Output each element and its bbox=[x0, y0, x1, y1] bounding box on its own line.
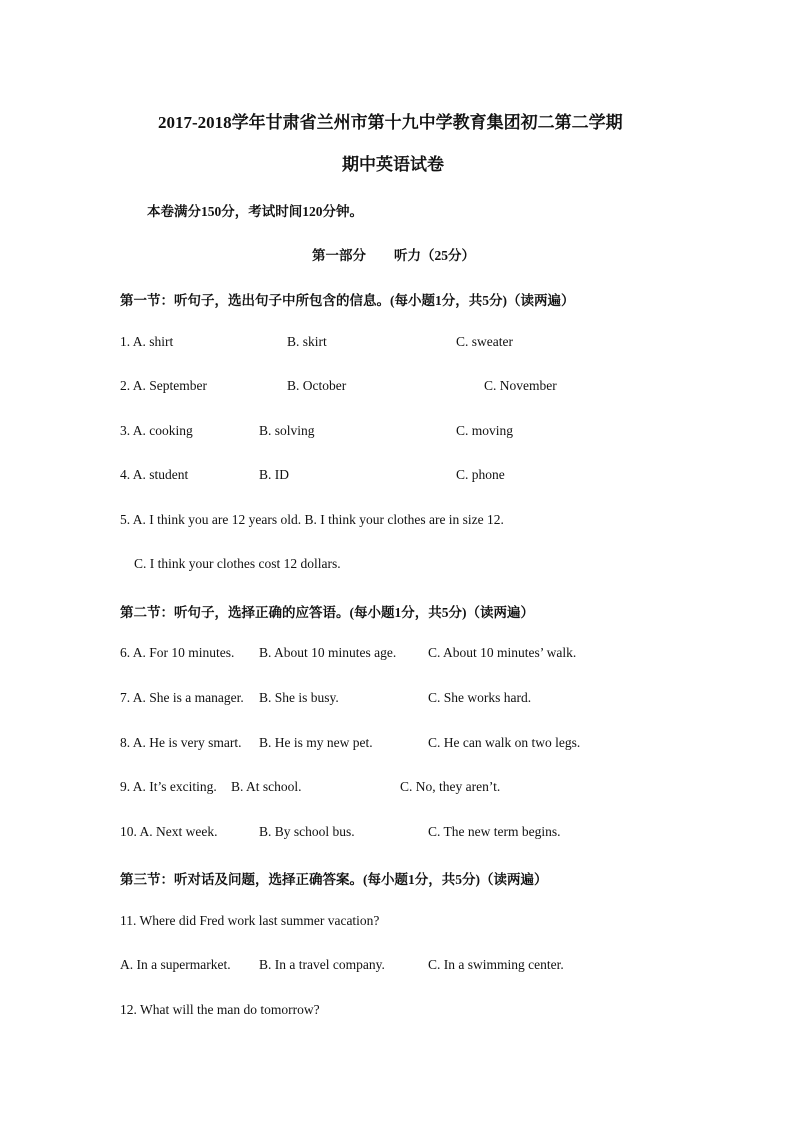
exam-title-line2: 期中英语试卷 bbox=[342, 155, 444, 174]
q4-option-b: B. ID bbox=[259, 467, 289, 482]
q6-option-c: C. About 10 minutes’ walk. bbox=[428, 645, 577, 660]
q1-option-c: C. sweater bbox=[456, 334, 513, 349]
q11-option-c: C. In a swimming center. bbox=[428, 957, 564, 972]
q9-option-b: B. At school. bbox=[231, 779, 302, 794]
q11-option-b: B. In a travel company. bbox=[259, 957, 385, 972]
q11-stem: 11. Where did Fred work last summer vacation? bbox=[120, 913, 380, 928]
q5-option-c: C. I think your clothes cost 12 dollars. bbox=[134, 556, 341, 571]
exam-intro: 本卷满分150分，考试时间120分钟。 bbox=[147, 204, 363, 219]
q10-option-b: B. By school bus. bbox=[259, 824, 355, 839]
q3-option-c: C. moving bbox=[456, 423, 514, 438]
q10-option-c: C. The new term begins. bbox=[428, 824, 561, 839]
q2-option-a: 2. A. September bbox=[120, 378, 207, 393]
exam-title-line1: 2017-2018学年甘肃省兰州市第十九中学教育集团初二第二学期 bbox=[158, 113, 623, 132]
q8-option-a: 8. A. He is very smart. bbox=[120, 735, 242, 750]
q2-option-b: B. October bbox=[287, 378, 347, 393]
q11-option-a: A. In a supermarket. bbox=[120, 957, 231, 972]
section1-heading: 第一节：听句子，选出句子中所包含的信息。(每小题1分，共5分)（读两遍） bbox=[120, 293, 575, 308]
q5-options-ab: 5. A. I think you are 12 years old. B. I think your clothes are in size 12. bbox=[120, 512, 504, 527]
q4-option-c: C. phone bbox=[456, 467, 505, 482]
part1-name: 听力（25分） bbox=[394, 248, 475, 263]
q12-stem: 12. What will the man do tomorrow? bbox=[120, 1002, 320, 1017]
q1-option-a: 1. A. shirt bbox=[120, 334, 174, 349]
section3-heading: 第三节：听对话及问题，选择正确答案。(每小题1分，共5分)（读两遍） bbox=[120, 872, 548, 887]
q8-option-c: C. He can walk on two legs. bbox=[428, 735, 581, 750]
q7-option-b: B. She is busy. bbox=[259, 690, 339, 705]
q7-option-c: C. She works hard. bbox=[428, 690, 532, 705]
q3-option-a: 3. A. cooking bbox=[120, 423, 193, 438]
q6-option-b: B. About 10 minutes age. bbox=[259, 645, 397, 660]
q9-option-a: 9. A. It’s exciting. bbox=[120, 779, 217, 794]
q7-option-a: 7. A. She is a manager. bbox=[120, 690, 244, 705]
q9-option-c: C. No, they aren’t. bbox=[400, 779, 501, 794]
q8-option-b: B. He is my new pet. bbox=[259, 735, 373, 750]
q1-option-b: B. skirt bbox=[287, 334, 327, 349]
q2-option-c: C. November bbox=[484, 378, 557, 393]
q4-option-a: 4. A. student bbox=[120, 467, 189, 482]
section2-heading: 第二节：听句子，选择正确的应答语。(每小题1分，共5分)（读两遍） bbox=[120, 605, 534, 620]
part1-label: 第一部分 bbox=[312, 248, 366, 263]
q6-option-a: 6. A. For 10 minutes. bbox=[120, 645, 235, 660]
q10-option-a: 10. A. Next week. bbox=[120, 824, 218, 839]
q3-option-b: B. solving bbox=[259, 423, 315, 438]
